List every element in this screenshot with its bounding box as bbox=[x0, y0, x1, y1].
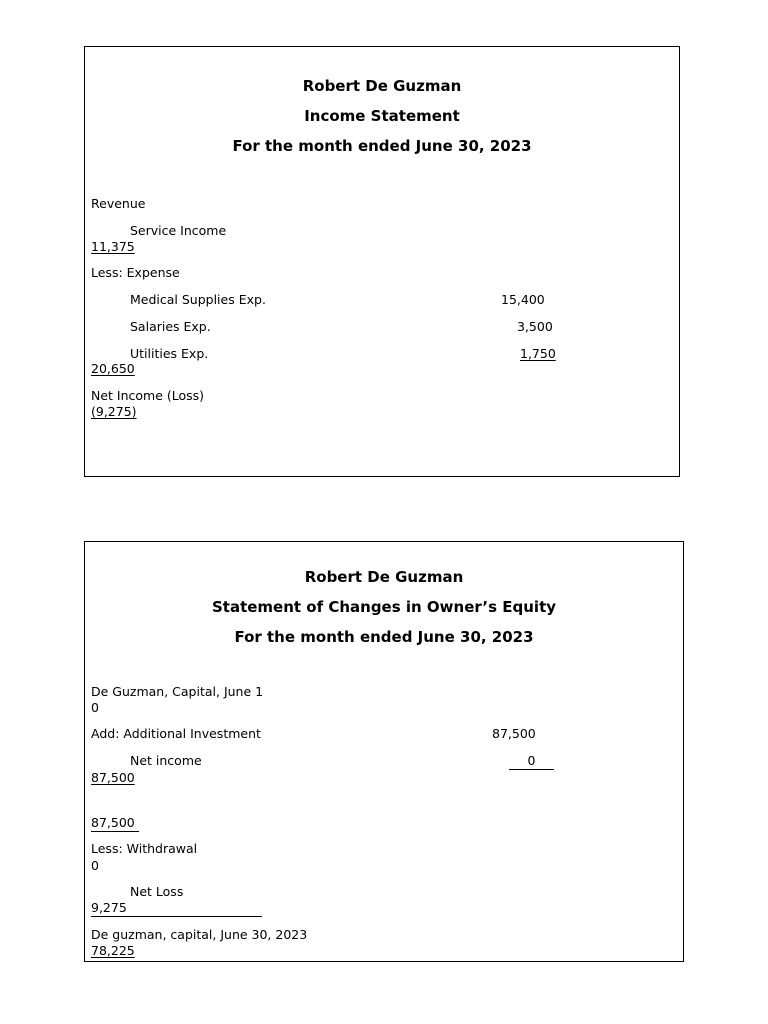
equity-company-name: Robert De Guzman bbox=[304, 568, 464, 586]
expense-label: Medical Supplies Exp. bbox=[130, 292, 266, 307]
capital-ending-amount: 78,225 bbox=[91, 943, 135, 958]
income-statement-period: For the month ended June 30, 2023 bbox=[232, 137, 532, 155]
equity-statement-box bbox=[84, 541, 684, 962]
expense-amount: 3,500 bbox=[517, 319, 553, 334]
capital-beginning-label: De Guzman, Capital, June 1 bbox=[91, 684, 264, 699]
net-income-label: Net income bbox=[130, 753, 202, 768]
total-expenses-amount: 20,650 bbox=[91, 361, 135, 376]
capital-beginning-amount: 0 bbox=[91, 700, 99, 715]
additional-investment-label: Add: Additional Investment bbox=[91, 726, 261, 741]
less-expense-label: Less: Expense bbox=[91, 265, 180, 280]
net-loss-amount: 9,275 bbox=[91, 902, 262, 917]
expense-label: Utilities Exp. bbox=[130, 346, 209, 361]
service-income-amount: 11,375 bbox=[91, 239, 135, 254]
total-additions-amount: 87,500 bbox=[91, 770, 135, 785]
net-loss-label: Net Loss bbox=[130, 884, 184, 899]
equity-statement-period: For the month ended June 30, 2023 bbox=[234, 628, 534, 646]
revenue-label: Revenue bbox=[91, 196, 146, 211]
capital-ending-label: De guzman, capital, June 30, 2023 bbox=[91, 927, 308, 942]
withdrawal-amount: 0 bbox=[91, 858, 99, 873]
net-income-amount: 0 bbox=[509, 755, 554, 770]
expense-label: Salaries Exp. bbox=[130, 319, 211, 334]
net-income-amount: (9,275) bbox=[91, 404, 137, 419]
equity-statement-title: Statement of Changes in Owner’s Equity bbox=[211, 598, 557, 616]
expense-amount: 15,400 bbox=[501, 292, 545, 307]
expense-amount: 1,750 bbox=[520, 346, 556, 361]
income-statement-title: Income Statement bbox=[304, 107, 460, 125]
service-income-label: Service Income bbox=[130, 223, 227, 238]
subtotal-amount: 87,500 bbox=[91, 817, 139, 832]
income-statement-box bbox=[84, 46, 680, 477]
additional-investment-amount: 87,500 bbox=[492, 726, 536, 741]
net-income-label: Net Income (Loss) bbox=[91, 388, 205, 403]
income-company-name: Robert De Guzman bbox=[302, 77, 462, 95]
withdrawal-label: Less: Withdrawal bbox=[91, 841, 198, 856]
